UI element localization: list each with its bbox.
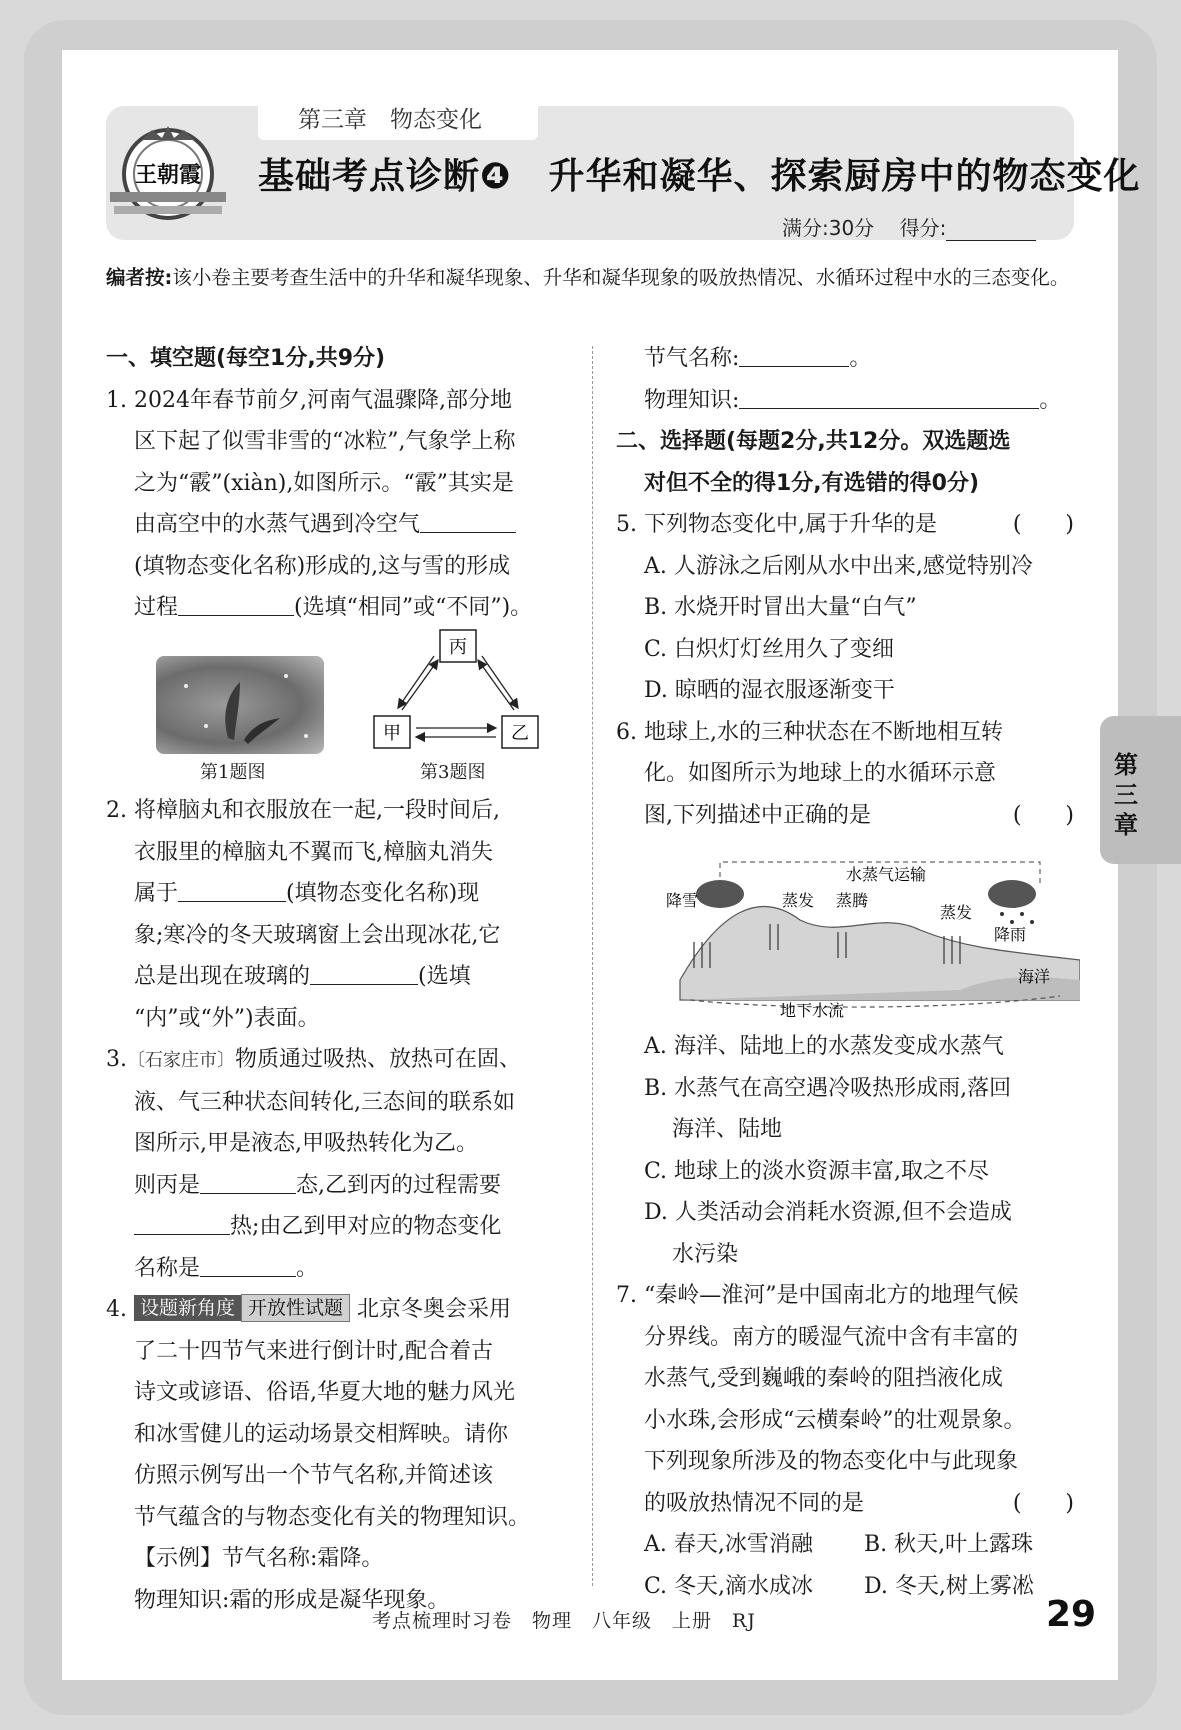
- q4-term-blank[interactable]: [739, 344, 849, 367]
- fig1-caption: 第1题图: [200, 762, 266, 783]
- q1-line: (填物态变化名称)形成的,这与雪的形成: [134, 553, 511, 579]
- q7-line: 7. “秦岭—淮河”是中国南北方的地理气候: [616, 1283, 1019, 1308]
- editor-note-label: 编者按:: [106, 266, 173, 289]
- q5-option-a[interactable]: A. 人游泳之后刚从水中出来,感觉特别冷: [644, 553, 1033, 579]
- label-transport: 水蒸气运输: [846, 865, 927, 884]
- q3-city: 〔石家庄市〕: [127, 1050, 235, 1071]
- section2-title: 对但不全的得1分,有选错的得0分): [644, 470, 980, 496]
- q4-line: 和冰雪健儿的运动场景交相辉映。请你: [134, 1421, 509, 1447]
- state-right-label: 乙: [511, 723, 529, 744]
- q6-answer-paren: ( ): [1012, 802, 1074, 828]
- label-evaporation-1: 蒸发: [782, 891, 815, 910]
- page-number: 29: [1046, 1594, 1097, 1635]
- footer-text: 考点梳理时习卷 物理 八年级 上册 RJ: [372, 1610, 756, 1632]
- q1-blank-1[interactable]: [420, 510, 516, 533]
- q4-line: 仿照示例写出一个节气名称,并简述该: [134, 1463, 493, 1488]
- q4-knowledge-blank[interactable]: [739, 386, 1039, 409]
- q7-option-b[interactable]: B. 秋天,叶上露珠: [864, 1532, 1034, 1557]
- q7-line: 水蒸气,受到巍峨的秦岭的阻挡液化成: [644, 1366, 1003, 1391]
- q4-line: 了二十四节气来进行倒计时,配合着古: [134, 1338, 493, 1364]
- q2-line: 象;寒冷的冬天玻璃窗上会出现冰花,它: [134, 922, 501, 948]
- column-divider: [592, 346, 593, 1586]
- label-rain: 降雨: [994, 925, 1027, 944]
- q7-line: 下列现象所涉及的物态变化中与此现象: [644, 1449, 1019, 1474]
- score-label: 得分:: [899, 216, 947, 240]
- publisher-logo: [108, 118, 228, 226]
- new-angle-tag: 设题新角度: [134, 1295, 241, 1321]
- q3-line: 名称是 。: [134, 1255, 319, 1281]
- section1-title: 一、填空题(每空1分,共9分): [106, 346, 386, 371]
- editor-note-text: 该小卷主要考查生活中的升华和凝华现象、升华和凝华现象的吸放热情况、水循环过程中水的三态变化。: [172, 266, 1070, 289]
- q3-line: 则丙是 态,乙到丙的过程需要: [134, 1172, 502, 1198]
- q6-line: 图,下列描述中正确的是 ( ): [616, 795, 1074, 837]
- q4-example: 物理知识:霜的形成是凝华现象。: [134, 1587, 450, 1613]
- svg-text:王朝霞: 王朝霞: [134, 162, 202, 188]
- q4-line: 节气蕴含的与物态变化有关的物理知识。: [134, 1504, 531, 1530]
- q3-line: 液、气三种状态间转化,三态间的联系如: [134, 1089, 515, 1115]
- q3-line: 热;由乙到甲对应的物态变化: [106, 1206, 572, 1248]
- page-title: 基础考点诊断❹ 升华和凝华、探索厨房中的物态变化: [258, 156, 1141, 197]
- score-blank[interactable]: [946, 240, 1036, 241]
- three-state-diagram: [372, 628, 542, 753]
- q7-line: 的吸放热情况不同的是 ( ): [616, 1483, 1074, 1525]
- label-ocean: 海洋: [1018, 967, 1051, 986]
- q2-blank-2[interactable]: [310, 962, 418, 985]
- chapter-label: 第三章 物态变化: [258, 100, 538, 140]
- q7-line: 分界线。南方的暖湿气流中含有丰富的: [644, 1324, 1019, 1350]
- q1-line: 1. 2024年春节前夕,河南气温骤降,部分地: [106, 387, 512, 413]
- q7-options-cd: [616, 1566, 1074, 1608]
- label-groundwater: 地下水流: [780, 1001, 845, 1018]
- label-evaporation-2: 蒸发: [940, 903, 973, 922]
- q4-line: 4. 设题新角度 开放性试题 北京冬奥会采用: [106, 1289, 572, 1331]
- open-question-tag: 开放性试题: [241, 1294, 350, 1322]
- q3-line: 图所示,甲是液态,甲吸热转化为乙。: [134, 1131, 478, 1156]
- q6-option-b-cont: 海洋、陆地: [672, 1117, 783, 1142]
- q5-answer-paren: ( ): [1012, 512, 1074, 537]
- section2-title: 二、选择题(每题2分,共12分。双选题选: [616, 429, 1011, 454]
- q6-option-b[interactable]: B. 水蒸气在高空遇冷吸热形成雨,落回: [644, 1075, 1012, 1101]
- chapter-side-label: 第三章: [1114, 751, 1138, 839]
- fig3-caption: 第3题图: [420, 762, 486, 783]
- q3-line: 3.〔石家庄市〕物质通过吸热、放热可在固、: [106, 1047, 522, 1072]
- q7-option-a[interactable]: A. 春天,冰雪消融: [644, 1532, 813, 1557]
- q2-line: 属于 (填物态变化名称)现: [134, 881, 480, 906]
- water-cycle-diagram: [660, 850, 1080, 1018]
- q4-line: 诗文或谚语、俗语,华夏大地的魅力风光: [134, 1380, 515, 1405]
- q2-line: “内”或“外”)表面。: [134, 1005, 320, 1031]
- q1-blank-2[interactable]: [178, 593, 294, 616]
- q7-options-ab: [616, 1524, 1074, 1566]
- q2-line: 总是出现在玻璃的 (选填: [134, 964, 471, 989]
- q7-line: 小水珠,会形成“云横秦岭”的壮观景象。: [644, 1407, 1026, 1433]
- q5-option-b[interactable]: B. 水烧开时冒出大量“白气”: [644, 595, 917, 620]
- q5-stem: 5. 下列物态变化中,属于升华的是 ( ): [616, 504, 1074, 546]
- q1-line: 由高空中的水蒸气遇到冷空气: [106, 504, 572, 546]
- q6-option-d[interactable]: D. 人类活动会消耗水资源,但不会造成: [644, 1200, 1012, 1225]
- q4-example: 【示例】节气名称:霜降。: [134, 1546, 384, 1571]
- label-transpiration: 蒸腾: [836, 891, 869, 910]
- q5-option-d[interactable]: D. 晾晒的湿衣服逐渐变干: [644, 678, 895, 703]
- right-column-bottom: [616, 1026, 1074, 1607]
- label-snow: 降雪: [666, 891, 699, 910]
- q5-option-c[interactable]: C. 白炽灯灯丝用久了变细: [644, 636, 895, 662]
- right-column-top: [616, 338, 1074, 836]
- q2-line: 衣服里的樟脑丸不翼而飞,樟脑丸消失: [134, 839, 493, 865]
- q6-line: 化。如图所示为地球上的水循环示意: [644, 761, 997, 786]
- score-line: [782, 212, 1036, 241]
- q7-option-d[interactable]: D. 冬天,树上雾凇: [864, 1573, 1034, 1599]
- left-column-bottom: [106, 790, 572, 1621]
- q7-answer-paren: ( ): [1012, 1490, 1074, 1516]
- q1-line: 之为“霰”(xiàn),如图所示。“霰”其实是: [134, 470, 514, 496]
- q3-blank-3[interactable]: [200, 1254, 296, 1277]
- q6-option-a[interactable]: A. 海洋、陆地上的水蒸发变成水蒸气: [644, 1034, 1004, 1059]
- q3-blank-2[interactable]: [134, 1212, 230, 1235]
- q7-option-c[interactable]: C. 冬天,滴水成冰: [644, 1573, 814, 1599]
- left-column-top: [106, 338, 572, 629]
- q6-line: 6. 地球上,水的三种状态在不断地相互转: [616, 719, 1003, 745]
- sleet-photo-image: [156, 656, 324, 754]
- state-top-label: 丙: [449, 637, 467, 658]
- q1-line: 区下起了似雪非雪的“冰粒”,气象学上称: [134, 429, 516, 454]
- full-score: 满分:30分: [782, 216, 875, 240]
- q2-line: 2. 将樟脑丸和衣服放在一起,一段时间后,: [106, 798, 500, 823]
- q4-answer-knowledge: 物理知识: 。: [644, 387, 1062, 413]
- q6-option-d-cont: 水污染: [672, 1241, 739, 1267]
- q3-blank-1[interactable]: [200, 1171, 296, 1194]
- q6-option-c[interactable]: C. 地球上的淡水资源丰富,取之不尽: [644, 1158, 990, 1184]
- sleet-photo: [156, 656, 324, 754]
- q4-answer-term: 节气名称: 。: [644, 346, 872, 371]
- editor-note: [106, 262, 1074, 293]
- q2-blank-1[interactable]: [178, 879, 286, 902]
- state-left-label: 甲: [383, 723, 401, 744]
- q1-line: 过程 (选填“相同”或“不同”)。: [134, 595, 533, 620]
